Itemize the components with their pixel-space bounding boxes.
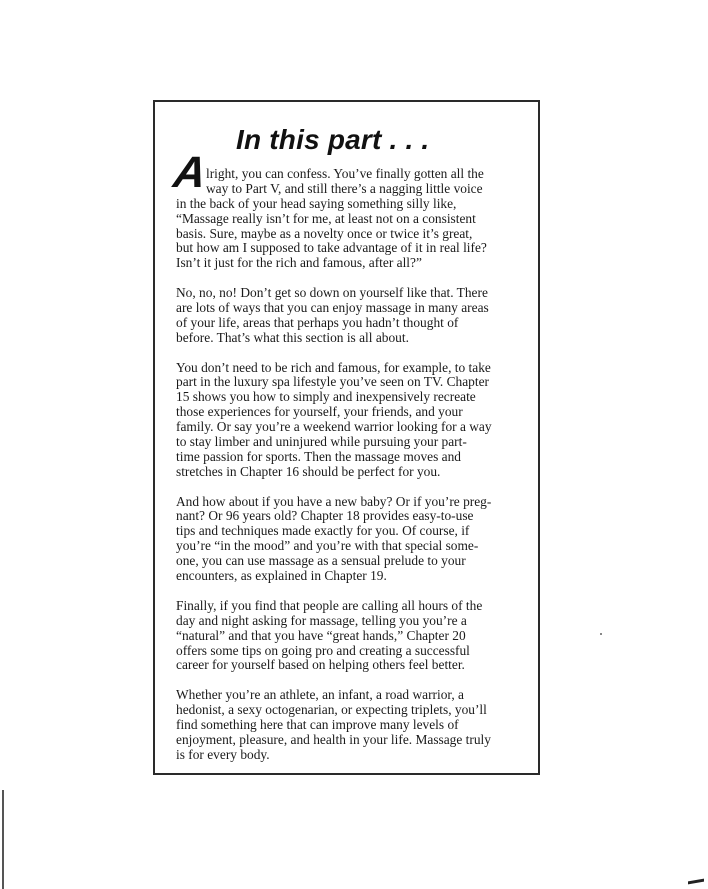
paragraph-6	[176, 688, 526, 762]
text-line: day and night asking for massage, telling you you’re a	[176, 612, 467, 628]
text-line: Isn’t it just for the rich and famous, after all?”	[176, 255, 422, 271]
text-line: find something here that can improve many levels of	[176, 716, 459, 732]
text-line: are lots of ways that you can enjoy massage in many areas	[176, 300, 489, 316]
text-line: “natural” and that you have “great hands,” Chapter 20	[176, 627, 466, 643]
paragraph-2	[176, 286, 526, 346]
paragraph-5	[176, 599, 526, 673]
text-line: those experiences for yourself, your friends, and your	[176, 404, 463, 420]
text-line: way to Part V, and still there’s a nagging little voice	[206, 180, 483, 196]
text-line: part in the luxury spa lifestyle you’ve seen on TV. Chapter	[176, 374, 489, 390]
text-line: Whether you’re an athlete, an infant, a road warrior, a	[176, 687, 464, 703]
text-line: career for yourself based on helping others feel better.	[176, 657, 465, 673]
text-line: 15 shows you how to simply and inexpensively recreate	[176, 389, 476, 405]
text-line: family. Or say you’re a weekend warrior looking for a way	[176, 419, 492, 435]
scan-edge-line	[2, 790, 4, 889]
text-line: stretches in Chapter 16 should be perfect for you.	[176, 463, 441, 479]
paragraph-1	[176, 167, 526, 271]
text-line: No, no, no! Don’t get so down on yourself like that. There	[176, 285, 488, 301]
text-line: Finally, if you find that people are calling all hours of the	[176, 597, 483, 613]
scan-corner-mark	[688, 879, 704, 885]
paragraph-4	[176, 495, 526, 584]
drop-cap: A	[170, 148, 210, 197]
scan-speck	[600, 633, 602, 635]
text-line: “Massage really isn’t for me, at least not on a consistent	[176, 210, 476, 226]
text-line: You don’t need to be rich and famous, for example, to take	[176, 359, 491, 375]
text-line: offers some tips on going pro and creating a successful	[176, 642, 470, 658]
text-line: enjoyment, pleasure, and health in your life. Massage truly	[176, 731, 491, 747]
text-line: tips and techniques made exactly for you. Of course, if	[176, 523, 470, 539]
text-line: but how am I supposed to take advantage of it in real life?	[176, 240, 487, 256]
text-line: you’re “in the mood” and you’re with that special some-	[176, 538, 479, 554]
text-line: of your life, areas that perhaps you hadn’t thought of	[176, 314, 459, 330]
paragraph-3	[176, 361, 526, 480]
text-line: nant? Or 96 years old? Chapter 18 provides easy-to-use	[176, 508, 474, 524]
text-line: encounters, as explained in Chapter 19.	[176, 568, 387, 584]
text-line: hedonist, a sexy octogenarian, or expecting triplets, you’ll	[176, 702, 487, 718]
text-line: And how about if you have a new baby? Or if you’re preg-	[176, 493, 492, 509]
body-text	[176, 167, 526, 778]
text-line: lright, you can confess. You’ve finally gotten all the	[206, 166, 484, 181]
text-line: is for every body.	[176, 746, 270, 762]
text-line: one, you can use massage as a sensual prelude to your	[176, 553, 466, 569]
part-title: In this part . . .	[236, 124, 430, 155]
text-line: in the back of your head saying something silly like,	[176, 195, 457, 211]
text-line: before. That’s what this section is all about.	[176, 329, 409, 345]
text-line: basis. Sure, maybe as a novelty once or twice it’s great,	[176, 225, 473, 241]
text-line: to stay limber and uninjured while pursuing your part-	[176, 434, 467, 450]
text-line: time passion for sports. Then the massage moves and	[176, 448, 461, 464]
